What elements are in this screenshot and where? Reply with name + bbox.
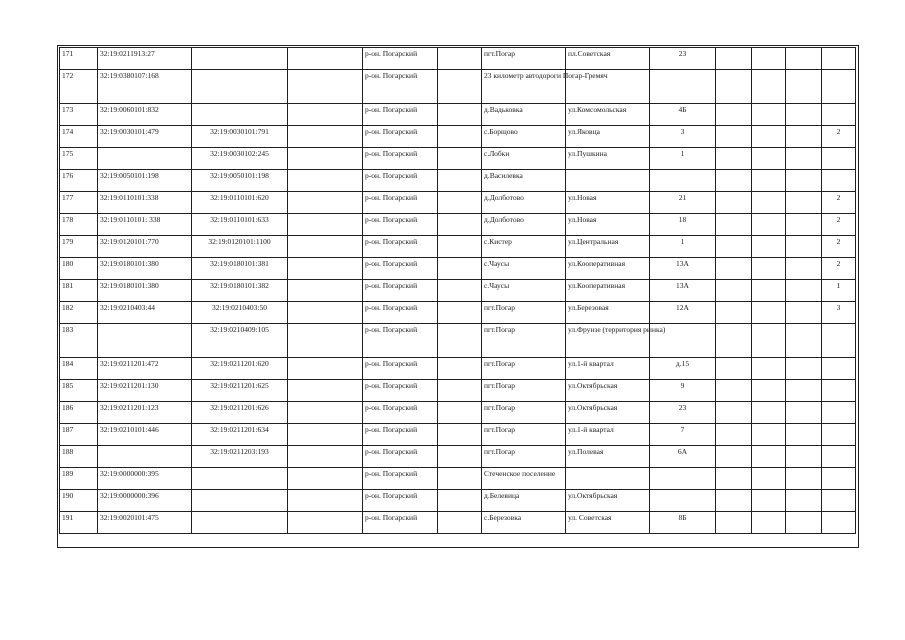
locality-cell: пгт.Погар	[482, 380, 566, 402]
count-cell: 2	[822, 214, 856, 236]
table-row	[60, 214, 856, 236]
district-cell: р-он. Погарский	[363, 512, 438, 534]
locality-cell: с.Чаусы	[482, 280, 566, 302]
empty-cell	[288, 192, 363, 214]
cadastral-number-cell: 32:19:0020101:475	[98, 512, 192, 534]
object-cadastral-number-cell: 32:19:0211201:620	[192, 358, 288, 380]
street-cell: ул.Яковца	[566, 126, 650, 148]
empty-cell	[288, 490, 363, 512]
locality-cell: пгт.Погар	[482, 48, 566, 70]
empty-cell	[786, 280, 822, 302]
locality-cell: с.Борщово	[482, 126, 566, 148]
empty-cell	[288, 70, 363, 104]
count-cell	[822, 324, 856, 358]
empty-cell	[438, 214, 482, 236]
count-cell	[822, 380, 856, 402]
district-cell: р-он. Погарский	[363, 424, 438, 446]
object-cadastral-number-cell: 32:19:0110101:633	[192, 214, 288, 236]
empty-cell	[752, 490, 786, 512]
empty-cell	[288, 126, 363, 148]
empty-cell	[288, 358, 363, 380]
table-row	[60, 126, 856, 148]
empty-cell	[716, 214, 752, 236]
house-number-cell	[650, 170, 716, 192]
table-row	[60, 236, 856, 258]
object-cadastral-number-cell	[192, 104, 288, 126]
empty-cell	[786, 490, 822, 512]
empty-cell	[786, 358, 822, 380]
empty-cell	[716, 126, 752, 148]
empty-cell	[786, 402, 822, 424]
house-number-cell: 6А	[650, 446, 716, 468]
locality-cell: Стеченское поселение	[482, 468, 566, 490]
empty-cell	[786, 70, 822, 104]
district-cell: р-он. Погарский	[363, 380, 438, 402]
empty-cell	[786, 512, 822, 534]
table-row	[60, 48, 856, 70]
empty-cell	[786, 258, 822, 280]
locality-cell: д.Белевица	[482, 490, 566, 512]
row-number-cell: 176	[60, 170, 98, 192]
empty-cell	[716, 258, 752, 280]
street-cell: ул.Полевая	[566, 446, 650, 468]
row-number-cell: 173	[60, 104, 98, 126]
district-cell: р-он. Погарский	[363, 302, 438, 324]
count-cell	[822, 358, 856, 380]
empty-cell	[752, 280, 786, 302]
cadastral-number-cell: 32:19:0120101:770	[98, 236, 192, 258]
house-number-cell	[650, 490, 716, 512]
house-number-cell: 13А	[650, 258, 716, 280]
street-cell: ул.Комсомольская	[566, 104, 650, 126]
empty-cell	[786, 192, 822, 214]
empty-cell	[752, 104, 786, 126]
table-row	[60, 380, 856, 402]
empty-cell	[716, 446, 752, 468]
street-cell: ул.Пушкина	[566, 148, 650, 170]
locality-cell: пгт.Погар	[482, 324, 566, 358]
district-cell: р-он. Погарский	[363, 148, 438, 170]
row-number-cell: 180	[60, 258, 98, 280]
empty-cell	[288, 170, 363, 192]
street-cell: ул.Центральная	[566, 236, 650, 258]
house-number-cell: 18	[650, 214, 716, 236]
empty-cell	[288, 148, 363, 170]
empty-cell	[438, 512, 482, 534]
cadastral-number-cell	[98, 148, 192, 170]
count-cell	[822, 170, 856, 192]
cadastral-number-cell	[98, 324, 192, 358]
empty-cell	[786, 380, 822, 402]
empty-cell	[786, 302, 822, 324]
empty-cell	[786, 170, 822, 192]
table-row	[60, 70, 856, 104]
empty-cell	[786, 104, 822, 126]
street-cell: пл.Советская	[566, 48, 650, 70]
house-number-cell: 12А	[650, 302, 716, 324]
table-row	[60, 280, 856, 302]
cadastral-number-cell: 32:19:0030101:479	[98, 126, 192, 148]
row-number-cell: 184	[60, 358, 98, 380]
street-cell: ул.Октябрьская	[566, 402, 650, 424]
house-number-cell: 1	[650, 148, 716, 170]
district-cell: р-он. Погарский	[363, 170, 438, 192]
locality-cell: с.Кистер	[482, 236, 566, 258]
empty-cell	[438, 490, 482, 512]
object-cadastral-number-cell: 32:19:0180101:381	[192, 258, 288, 280]
empty-cell	[786, 126, 822, 148]
house-number-cell: 3	[650, 126, 716, 148]
empty-cell	[288, 104, 363, 126]
row-number-cell: 183	[60, 324, 98, 358]
row-number-cell: 179	[60, 236, 98, 258]
table-row	[60, 258, 856, 280]
empty-cell	[288, 468, 363, 490]
street-cell: ул.1-й квартал	[566, 358, 650, 380]
count-cell	[822, 424, 856, 446]
count-cell	[822, 446, 856, 468]
count-cell	[822, 512, 856, 534]
empty-cell	[752, 324, 786, 358]
row-number-cell: 187	[60, 424, 98, 446]
empty-cell	[288, 302, 363, 324]
district-cell: р-он. Погарский	[363, 126, 438, 148]
empty-cell	[438, 170, 482, 192]
empty-cell	[438, 324, 482, 358]
house-number-cell	[650, 70, 716, 104]
table-row	[60, 468, 856, 490]
registry-table	[59, 47, 856, 534]
empty-cell	[716, 48, 752, 70]
row-number-cell: 189	[60, 468, 98, 490]
street-cell: ул.Новая	[566, 214, 650, 236]
object-cadastral-number-cell: 32:19:0211203:193	[192, 446, 288, 468]
locality-cell: пгт.Погар	[482, 358, 566, 380]
street-cell: ул.1-й квартал	[566, 424, 650, 446]
table-row	[60, 170, 856, 192]
empty-cell	[786, 236, 822, 258]
empty-cell	[752, 258, 786, 280]
locality-cell: 23 километр автодороги Погар-Гремяч	[482, 70, 566, 104]
empty-cell	[786, 446, 822, 468]
count-cell: 3	[822, 302, 856, 324]
cadastral-number-cell: 32:19:0110101:338	[98, 192, 192, 214]
count-cell	[822, 48, 856, 70]
empty-cell	[716, 512, 752, 534]
count-cell: 2	[822, 258, 856, 280]
street-cell: ул.Кооперативная	[566, 258, 650, 280]
district-cell: р-он. Погарский	[363, 48, 438, 70]
locality-cell: д.Долботово	[482, 214, 566, 236]
empty-cell	[438, 380, 482, 402]
empty-cell	[752, 424, 786, 446]
object-cadastral-number-cell	[192, 490, 288, 512]
empty-cell	[752, 302, 786, 324]
empty-cell	[716, 302, 752, 324]
cadastral-number-cell: 32:19:0110101: 338	[98, 214, 192, 236]
row-number-cell: 174	[60, 126, 98, 148]
table-row	[60, 324, 856, 358]
street-cell: ул. Советская	[566, 512, 650, 534]
house-number-cell: 21	[650, 192, 716, 214]
house-number-cell: д.15	[650, 358, 716, 380]
table-row	[60, 446, 856, 468]
table-row	[60, 402, 856, 424]
count-cell	[822, 70, 856, 104]
empty-cell	[716, 148, 752, 170]
object-cadastral-number-cell: 32:19:0211201:634	[192, 424, 288, 446]
district-cell: р-он. Погарский	[363, 214, 438, 236]
count-cell: 2	[822, 126, 856, 148]
empty-cell	[752, 358, 786, 380]
street-cell	[566, 170, 650, 192]
district-cell: р-он. Погарский	[363, 280, 438, 302]
empty-cell	[716, 70, 752, 104]
empty-cell	[786, 214, 822, 236]
count-cell	[822, 468, 856, 490]
object-cadastral-number-cell: 32:19:0110101:620	[192, 192, 288, 214]
cadastral-number-cell: 32:19:0210101:446	[98, 424, 192, 446]
row-number-cell: 172	[60, 70, 98, 104]
row-number-cell: 182	[60, 302, 98, 324]
table-row	[60, 424, 856, 446]
empty-cell	[786, 468, 822, 490]
empty-cell	[716, 104, 752, 126]
empty-cell	[438, 468, 482, 490]
district-cell: р-он. Погарский	[363, 324, 438, 358]
table-row	[60, 148, 856, 170]
empty-cell	[716, 358, 752, 380]
district-cell: р-он. Погарский	[363, 192, 438, 214]
empty-cell	[438, 104, 482, 126]
street-cell: ул.Новая	[566, 192, 650, 214]
empty-cell	[752, 48, 786, 70]
empty-cell	[288, 236, 363, 258]
empty-cell	[752, 70, 786, 104]
object-cadastral-number-cell	[192, 468, 288, 490]
count-cell	[822, 148, 856, 170]
row-number-cell: 177	[60, 192, 98, 214]
empty-cell	[752, 126, 786, 148]
object-cadastral-number-cell	[192, 70, 288, 104]
count-cell: 1	[822, 280, 856, 302]
table-row	[60, 192, 856, 214]
house-number-cell: 23	[650, 402, 716, 424]
row-number-cell: 188	[60, 446, 98, 468]
empty-cell	[786, 424, 822, 446]
table-row	[60, 358, 856, 380]
locality-cell: с.Чаусы	[482, 258, 566, 280]
row-number-cell: 175	[60, 148, 98, 170]
district-cell: р-он. Погарский	[363, 70, 438, 104]
count-cell	[822, 402, 856, 424]
empty-cell	[716, 280, 752, 302]
locality-cell: с.Лобки	[482, 148, 566, 170]
street-cell: ул.Фрунзе (территория рынка)	[566, 324, 650, 358]
empty-cell	[752, 446, 786, 468]
empty-cell	[288, 512, 363, 534]
table-row	[60, 512, 856, 534]
empty-cell	[438, 48, 482, 70]
empty-cell	[288, 446, 363, 468]
locality-cell: пгт.Погар	[482, 446, 566, 468]
cadastral-number-cell: 32:19:0211201:123	[98, 402, 192, 424]
district-cell: р-он. Погарский	[363, 490, 438, 512]
empty-cell	[716, 236, 752, 258]
empty-cell	[752, 148, 786, 170]
cadastral-number-cell: 32:19:0000000:395	[98, 468, 192, 490]
empty-cell	[288, 280, 363, 302]
house-number-cell: 8Б	[650, 512, 716, 534]
empty-cell	[752, 512, 786, 534]
locality-cell: пгт.Погар	[482, 302, 566, 324]
count-cell: 2	[822, 236, 856, 258]
table-row	[60, 104, 856, 126]
empty-cell	[288, 214, 363, 236]
cadastral-number-cell: 32:19:0211201:472	[98, 358, 192, 380]
empty-cell	[438, 402, 482, 424]
empty-cell	[786, 48, 822, 70]
object-cadastral-number-cell: 32:19:0030101:791	[192, 126, 288, 148]
empty-cell	[288, 324, 363, 358]
district-cell: р-он. Погарский	[363, 104, 438, 126]
empty-cell	[716, 380, 752, 402]
row-number-cell: 178	[60, 214, 98, 236]
object-cadastral-number-cell: 32:19:0211201:625	[192, 380, 288, 402]
street-cell: ул.Октябрьская	[566, 380, 650, 402]
district-cell: р-он. Погарский	[363, 236, 438, 258]
house-number-cell: 7	[650, 424, 716, 446]
empty-cell	[716, 192, 752, 214]
row-number-cell: 191	[60, 512, 98, 534]
locality-cell: с.Березовка	[482, 512, 566, 534]
locality-cell: д.Долботово	[482, 192, 566, 214]
empty-cell	[438, 148, 482, 170]
street-cell	[566, 468, 650, 490]
empty-cell	[716, 402, 752, 424]
table-row	[60, 302, 856, 324]
empty-cell	[438, 358, 482, 380]
empty-cell	[752, 192, 786, 214]
empty-cell	[716, 324, 752, 358]
cadastral-number-cell: 32:19:0211201:130	[98, 380, 192, 402]
empty-cell	[438, 446, 482, 468]
count-cell	[822, 490, 856, 512]
empty-cell	[752, 170, 786, 192]
empty-cell	[288, 258, 363, 280]
cadastral-number-cell	[98, 446, 192, 468]
object-cadastral-number-cell: 32:19:0180101:382	[192, 280, 288, 302]
locality-cell: пгт.Погар	[482, 424, 566, 446]
empty-cell	[752, 236, 786, 258]
house-number-cell: 4Б	[650, 104, 716, 126]
district-cell: р-он. Погарский	[363, 358, 438, 380]
empty-cell	[288, 424, 363, 446]
empty-cell	[288, 402, 363, 424]
locality-cell: пгт.Погар	[482, 402, 566, 424]
empty-cell	[752, 214, 786, 236]
empty-cell	[716, 468, 752, 490]
cadastral-number-cell: 32:19:0211913:27	[98, 48, 192, 70]
object-cadastral-number-cell: 32:19:0210403:50	[192, 302, 288, 324]
empty-cell	[786, 324, 822, 358]
count-cell	[822, 104, 856, 126]
empty-cell	[438, 302, 482, 324]
house-number-cell: 23	[650, 48, 716, 70]
empty-cell	[438, 192, 482, 214]
empty-cell	[438, 280, 482, 302]
house-number-cell: 13А	[650, 280, 716, 302]
district-cell: р-он. Погарский	[363, 468, 438, 490]
empty-cell	[288, 380, 363, 402]
district-cell: р-он. Погарский	[363, 258, 438, 280]
house-number-cell: 1	[650, 236, 716, 258]
row-number-cell: 185	[60, 380, 98, 402]
locality-cell: д.Василевка	[482, 170, 566, 192]
registry-sheet	[59, 47, 856, 534]
street-cell: ул.Октябрьская	[566, 490, 650, 512]
empty-cell	[438, 126, 482, 148]
empty-cell	[438, 424, 482, 446]
cadastral-number-cell: 32:19:0380107:168	[98, 70, 192, 104]
row-number-cell: 190	[60, 490, 98, 512]
empty-cell	[752, 468, 786, 490]
empty-cell	[786, 148, 822, 170]
empty-cell	[438, 70, 482, 104]
district-cell: р-он. Погарский	[363, 446, 438, 468]
count-cell: 2	[822, 192, 856, 214]
empty-cell	[752, 402, 786, 424]
empty-cell	[716, 170, 752, 192]
cadastral-number-cell: 32:19:0060101:832	[98, 104, 192, 126]
object-cadastral-number-cell: 32:19:0120101:1100	[192, 236, 288, 258]
district-cell: р-он. Погарский	[363, 402, 438, 424]
empty-cell	[288, 48, 363, 70]
registry-table-body	[60, 48, 856, 534]
object-cadastral-number-cell: 32:19:0210409:105	[192, 324, 288, 358]
object-cadastral-number-cell	[192, 48, 288, 70]
locality-cell: д.Вадьковка	[482, 104, 566, 126]
street-cell: ул.Березовая	[566, 302, 650, 324]
row-number-cell: 181	[60, 280, 98, 302]
object-cadastral-number-cell: 32:19:0211201:626	[192, 402, 288, 424]
cadastral-number-cell: 32:19:0180101:380	[98, 258, 192, 280]
empty-cell	[716, 490, 752, 512]
empty-cell	[716, 424, 752, 446]
empty-cell	[438, 236, 482, 258]
house-number-cell	[650, 468, 716, 490]
empty-cell	[438, 258, 482, 280]
cadastral-number-cell: 32:19:0000000:396	[98, 490, 192, 512]
object-cadastral-number-cell: 32:19:0050101:198	[192, 170, 288, 192]
row-number-cell: 171	[60, 48, 98, 70]
cadastral-number-cell: 32:19:0180101:380	[98, 280, 192, 302]
cadastral-number-cell: 32:19:0050101:198	[98, 170, 192, 192]
empty-cell	[752, 380, 786, 402]
row-number-cell: 186	[60, 402, 98, 424]
object-cadastral-number-cell: 32:19:0030102:245	[192, 148, 288, 170]
house-number-cell: 9	[650, 380, 716, 402]
street-cell: ул.Кооперативная	[566, 280, 650, 302]
table-row	[60, 490, 856, 512]
cadastral-number-cell: 32:19:0210403:44	[98, 302, 192, 324]
object-cadastral-number-cell	[192, 512, 288, 534]
